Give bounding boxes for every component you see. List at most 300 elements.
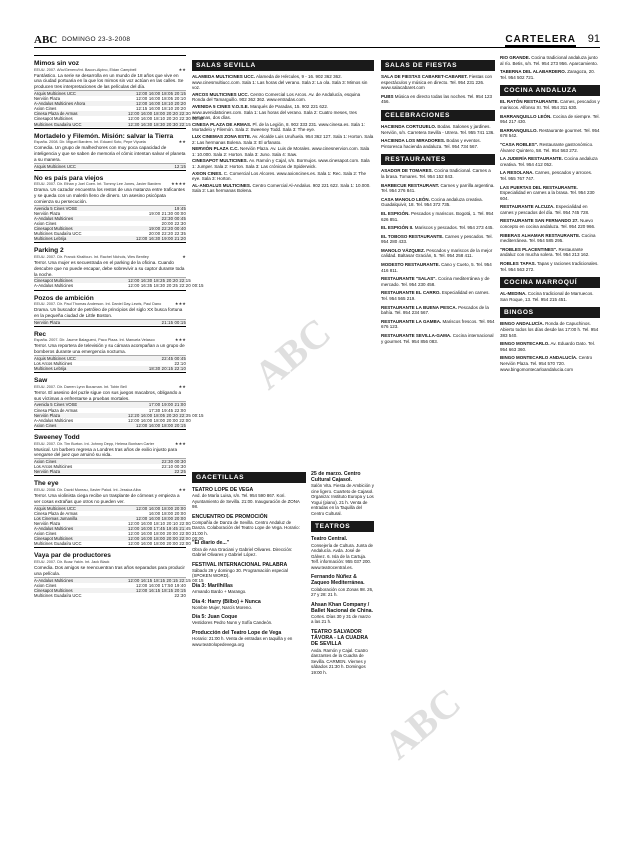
listing-entry (500, 55, 600, 66)
film-listing (34, 55, 204, 127)
film-title: Vaya par de productores (34, 552, 111, 560)
showtimes: 12:00 16:30 18:25 20:20 22:15 (128, 278, 191, 284)
listing-name: AVENIDA 5 CINES V.O.S.E. (192, 103, 249, 109)
listing-entry (381, 319, 495, 330)
restaurantes-list (381, 168, 495, 344)
listing-entry (500, 204, 600, 215)
showtimes: 22:30 (174, 592, 186, 598)
gacetillas-column (192, 467, 306, 831)
showtimes: 12:00 16:00 18:05 20:10 (135, 96, 186, 102)
item-text: Compañía de Danza de Sevilla. Centro Andaluz de Danza. Colaboración del Teatro Lope de Vega. Horario: 21:00 h. (192, 519, 300, 536)
film-credits: España. 2007. Dir. Jaume Balagueró, Paco Plaza. Int. Manuela Velasco (34, 338, 155, 343)
listing-entry (500, 99, 600, 110)
listing-details: Alameda de Hércules, 9 - 16. 902 362 362. www.cinesmultiucc.com. Sala 1: Las horas del verano. Sala 2: La ola. Sala 3: Mimos sin voz. (192, 74, 368, 91)
showtimes: 12:00 16:00 18:00 20:15 (135, 422, 186, 428)
listing-entry (192, 158, 374, 169)
showtimes: 12:00 16:00 18:00 20:20 22:30 (128, 111, 191, 117)
showtime-row (34, 236, 186, 241)
showtimes: 17:30 19:45 22:00 (148, 407, 186, 413)
showtimes: 12:00 16:00 17:45 19:45 21:45 (128, 525, 191, 531)
item-title: TEATRO SALVADOR TÁVORA - LA CUADRA DE SEVILLA (311, 628, 368, 648)
cinema-name: Cinesapot Multicines (34, 116, 73, 122)
listing-entry (192, 104, 374, 121)
section-heading-bingos: BINGOS (500, 307, 600, 318)
item-text: Armando Bardo + Marango. (192, 589, 247, 595)
watermark: ABC (375, 679, 470, 768)
listing-details: Centro Nervión Plaza. Tel. 954 570 720. www.bingomontecarloandalucia.com (500, 355, 593, 372)
item-text: Nombre Mujer, Narcís Moreno. (192, 604, 253, 610)
teatros-intro-title: 25 de marzo. Centro Cultural Cajasol. (311, 471, 361, 484)
film-title: Sweeney Todd (34, 433, 80, 441)
film-listing (34, 170, 186, 242)
cinema-name: Los Arcos Multicines (34, 464, 73, 470)
cinema-name: Avenida 5 Cines VOSE (34, 205, 78, 211)
restaurants-column (500, 55, 600, 831)
showtimes: 22:45 00:45 (161, 356, 186, 361)
listing-name: EL RATÓN RESTAURANTE. (500, 99, 559, 105)
listing-name: LAS PUERTAS DEL RESTAURANTE. (500, 184, 578, 190)
listing-name: "ROBLES PLACENTINES". (500, 246, 558, 252)
listing-details: Cocina tradicional. Carnes a la brasa. Tomares. Tel. 954 152 843. (381, 168, 491, 179)
listing-entry (381, 225, 495, 231)
listing-details: Cocina de siempre. Tel. 954 217 430. (500, 113, 600, 125)
listing-details: Tapas y raciones tradicionales. Tel. 954 563 272. (500, 261, 599, 272)
listing-entry (381, 248, 495, 259)
film-title: Rec (34, 330, 47, 338)
film-credits: EEUU. 2007. Dir. Boaz Yakin. Int. Jack Black (34, 559, 110, 564)
item-title: Producción del Teatro Lope de Vega (192, 629, 282, 636)
showtimes: 12:20 16:00 18:05 20:20 22:35 00:15 (128, 412, 204, 418)
showtimes: 12:00 16:00 18:00 20:00 (135, 515, 186, 521)
listing-name: RESTAURANTE "SALAS". (381, 276, 437, 282)
film-rating: ★★ (178, 140, 186, 145)
cinemas-list (192, 74, 374, 194)
section-heading-restaurantes: RESTAURANTES (381, 154, 495, 165)
section-heading-salas-fiestas: SALAS DE FIESTAS (381, 60, 495, 71)
item-title: TEATRO LOPE DE VEGA (192, 487, 254, 493)
listing-name: AXION CINES. (192, 170, 223, 176)
listing-entry (192, 146, 374, 157)
listing-details: Especialidad en carnes. Tel. 954 565 219. (381, 290, 490, 302)
showtimes: 12:00 16:00 18:10 20:10 22:00 (128, 520, 191, 526)
listing-name: MANOLO VÁZQUEZ. (381, 247, 425, 253)
showtimes: 12:00 16:00 18:10 20:20 (135, 101, 186, 107)
listing-entry (500, 233, 600, 244)
listing-details: Especialidad en carnes y pescados del día. Tel. 954 745 728. (500, 204, 590, 215)
item-title: Ahsan Khan Company / Ballet Nacional de China. (311, 601, 373, 614)
item-title: Fernando Núñez & Zaqueo Mediterránea. (311, 574, 365, 587)
cinema-name: Cinesapot Multicines (34, 536, 73, 542)
cinema-name: Axion Cines (34, 106, 57, 112)
section-heading-salas: SALAS SEVILLA (192, 60, 374, 71)
listing-entry (500, 156, 600, 167)
page-number: 91 (587, 33, 600, 45)
cinema-name: Cinesapot Multicines (34, 587, 73, 593)
section-heading-teatros: TEATROS (311, 521, 374, 532)
cinema-name: Nervión Plaza (34, 96, 61, 102)
listing-details: Restaurante andaluz con mucha solera. Tel. 954 213 162. (500, 246, 590, 258)
item-text: Avd. de María Luisa, s/n. Tel. 954 590 867. Kori. Ayuntamiento de Sevilla. 21:00. Inauguración de ZONA 98. (192, 493, 300, 510)
showtimes-table (34, 205, 186, 242)
item-title: Día 5: Juan Coque (192, 614, 238, 621)
listing-entry (381, 197, 495, 208)
listing-name: ASADOR DE TOMARES. (381, 168, 433, 174)
showtimes: 12:15 16:00 18:10 20:20 (135, 106, 186, 112)
listing-details: Cano y Cueto, 5. Tel. 954 416 811. (381, 262, 492, 273)
showtimes: 12:00 16:30 19:00 21:20 (135, 236, 186, 242)
film-listing (34, 290, 186, 325)
listing-entry (500, 218, 600, 229)
item-text: Avda. Ramón y Cajal. Cuatro danzantes de la Cuadra de Sevilla. CARMEN. Viernes y sábados 21:30 h. Domingos 19:00 h. (311, 647, 368, 675)
cinema-name: Multicines Lebrija (34, 366, 67, 372)
listing-entry (500, 291, 600, 302)
item-text: Obra de Ana Graciani y Gabriel Olivares. Dirección: Gabriel Olivares y Gabriel López. (192, 546, 293, 558)
restaurant-list-top (500, 55, 600, 80)
listing-entry (381, 305, 495, 316)
showtimes: 19:00 21:30 00:00 (148, 210, 186, 216)
film-credits: EEUU. 2007. Dir. Paul Thomas Anderson. Int. Daniel Day-Lewis, Paul Dano (34, 302, 162, 307)
listing-entry (192, 183, 374, 194)
cocina-marroqui-list (500, 291, 600, 302)
film-listing (34, 326, 186, 371)
listing-entry (192, 122, 374, 133)
showtimes: 22:25 (174, 469, 186, 475)
film-rating: ★★★ (174, 302, 186, 307)
listing-name: SALA DE FIESTAS CABARET-CABARET. (381, 74, 468, 79)
cinema-name: Nervión Plaza (34, 210, 61, 216)
film-synopsis: Comedia. Dos amigos se reencuentran tras años separados para producir una película. (34, 564, 185, 576)
cinema-name: Arquis Multicines UCC (34, 163, 76, 169)
listing-name: RESTAURANTE SEVILLA-GAMA. (381, 333, 452, 338)
listing-name: AL-ANDALUS MULTICINES. (192, 182, 252, 188)
cinema-name: Los Arcos Multicines (34, 361, 73, 367)
showtimes: 12:00 16:35 18:30 20:25 22:20 00:15 (128, 283, 204, 289)
teatros-intro-text: Salón Vita. Fiesta de Ambición y cine ligero. Cuarteto de Cajasol. Organiza: Instituto Europa y Los Yogui (piano). 21 h. Venta de entradas en la Taquilla del Centro Cultural. (311, 483, 374, 516)
showtimes: 12:00 16:00 18:00 20:00 22:00 (128, 541, 191, 547)
teatros-column (311, 467, 374, 831)
showtimes-table (34, 401, 204, 428)
film-title: Parking 2 (34, 247, 64, 255)
listing-name: RESTAURANTE SAN FERNANDO 27. (500, 218, 579, 224)
film-synopsis: Drama. Un cazador encuentra los restos de una matanza entre traficantes y se queda con un maletín lleno de dinero. Un asesino psicópata comienza su persecución. (34, 187, 185, 204)
page-header (34, 34, 600, 48)
listing-details: Marqués de Paradas, 15. 902 221 622. www.avenida5cines.com. Sala 1: Las horas del verano. Sala 2: Cuatro meses, tres semanas, dos días. (192, 103, 357, 121)
showtimes: 22:30 00:30 (161, 459, 186, 465)
film-listing (34, 242, 204, 289)
listing-details: Pescados y mariscos de la mejor calidad. Baltasar Gracián, 5. Tel. 954 258 411. (381, 247, 493, 259)
cinema-name: Axion Cines (34, 582, 57, 588)
film-rating: ★★★★ (171, 182, 186, 187)
listing-details: Carnes y pescados. Tel. 954 280 433. (381, 233, 493, 245)
listing-name: RESTAURANTE LA GAMBA. (381, 318, 442, 324)
listing-name: BINGO ANDALUCÍA. (500, 321, 544, 327)
showtimes: 22:10 00:30 (161, 464, 186, 470)
listing-name: EL TOBOSO RESTAURANTE. (381, 233, 444, 239)
film-synopsis: Terror. Una mujer es secuestrada en el parking de la oficina. Cuando descubre que no puede escapar, debe sobrevivir a su captor durante toda la noche. (34, 259, 185, 277)
film-synopsis: Comedia. Un grupo de malhechores con muy poca capacidad de inteligencia y que se saben de memoria el cómic intentan salvar el planeta a su manera. (34, 145, 186, 162)
listing-entry (192, 171, 374, 182)
listing-entry (381, 262, 495, 273)
listing-entry (381, 94, 495, 105)
film-title: Saw (34, 377, 48, 385)
showtimes-table (34, 163, 186, 169)
salas-fiestas-list (381, 74, 495, 105)
listing-details: Música en directo todas las noches. Tel. 954 123 456. (381, 93, 493, 105)
listing-entry (381, 290, 495, 301)
listing-details: Pl. de la Legión, 8. 902 333 231. www.cinesa.es. Sala 1: Mortadelo y Filemón. Sala 2: Sweeney Todd. Sala 3: The eye. (192, 121, 365, 133)
showtimes: 18:30 20:15 22:10 (148, 366, 186, 372)
showtime-row (34, 283, 204, 289)
listing-entry (381, 234, 495, 245)
listing-details: Cocina internacional y gourmet. Tel. 954 856 083. (381, 333, 494, 344)
listing-entry (500, 128, 600, 139)
listing-details: Av. Eduardo Dato. Tel. 954 663 360. (500, 341, 596, 352)
showtimes: 12:00 16:00 18:00 20:00 22:00 (128, 531, 191, 537)
cinema-name: Arquis Multicines UCC (34, 90, 76, 96)
listing-entry (381, 183, 495, 194)
film-listing (34, 547, 204, 598)
cinema-name: A-Andalus Multicines (34, 215, 74, 221)
listing-name: BARBECUE RESTAURANT. (381, 182, 440, 188)
listing-entry (500, 321, 600, 338)
listing-entry (381, 74, 495, 91)
film-rating: ★★★ (174, 441, 186, 446)
listing-name: HACIENDA LOS MIRADORES. (381, 138, 446, 144)
item-title: Día 4: Harry (Bilbo) + Nunca (192, 598, 261, 605)
cinema-name: Los Cinemas Jumanilla (34, 515, 78, 521)
film-listing (34, 128, 186, 169)
film-synopsis: Drama. Un buscador de petróleo de principios del siglo XX busca fortuna en la pequeña ciudad de Little Boston. (34, 307, 183, 318)
listing-details: Bodas. Salones y jardines. Nervión, s/n. Carretera Sevilla - Utrera. Tel. 955 741 136. (381, 123, 495, 135)
listing-details: Mariscos frescos. Tel. 954 676 123. (381, 318, 495, 330)
listing-name: CINESA PLAZA DE ARMAS. (192, 121, 252, 127)
listing-details: Av. Alcalde Luis Uruñuela. 954 362 127. Sala 1: Horton. Sala 2: Las hermanas Bolena. Sala 3: El orfanato. (192, 133, 374, 145)
listing-details: Ronda de Capuchinos. Abierto todos los días desde las 17:00 h. Tel. 954 383 540. (500, 321, 599, 338)
listing-name: ALAMEDA MULTICINES UCC. (192, 74, 255, 79)
listing-name: BARRANQUILLO. (500, 127, 538, 133)
listing-details: Restaurante gourmet. Tel. 954 678 542. (500, 127, 600, 139)
listing-details: Mariscos y pescados. Tel. 954 273 445. (414, 225, 494, 231)
listing-name: ARCOS MULTICINES UCC. (192, 91, 249, 97)
listing-name: MODESTO RESTAURANTE. (381, 262, 440, 268)
cinema-name: Cinesapot Multicines (34, 226, 73, 232)
showtime-row (34, 121, 191, 127)
showtimes: 22:30 00:45 (161, 215, 186, 221)
listing-name: TABERNA DEL ALABARDERO. (500, 69, 566, 75)
listing-name: LA RESOLANA. (500, 170, 534, 176)
listing-details: Cocina tradicional andaluza junto al río. Betis, s/n. Tel. 954 273 956. Aparcamiento. (500, 55, 598, 66)
listing-details: Cocina mediterránea y de mercado. Tel. 954 230 458. (381, 276, 490, 287)
listing-name: LA JUDERÍA RESTAURANTE. (500, 156, 563, 162)
cinema-name: Nervión Plaza (34, 319, 61, 325)
cinema-name: A-Andalus Multicines Ahora (34, 101, 86, 107)
showtimes: 12:30 16:30 18:30 20:30 22:15 (128, 121, 191, 127)
newspaper-logo: ABC (34, 34, 58, 46)
showtimes: 12:00 16:00 17:50 19:40 (135, 582, 186, 588)
showtimes-table (34, 319, 186, 325)
item-text: Colaboración con Zonas 98. 26, 27 y 28: 21 h. (311, 586, 374, 598)
cinema-name: Axion Cines (34, 422, 57, 428)
cinema-name: Axion Cines (34, 531, 57, 537)
listing-details: Pescados y mariscos. Bogotá, 1. Tel. 954 626 851. (381, 210, 494, 222)
listing-entry (500, 247, 600, 258)
film-credits: EEUU. 2007. Año/Genero/Int. Bacon-Alpino, Eldan Campbell (34, 67, 137, 72)
showtimes: 12:15 (174, 163, 186, 169)
showtimes: 12:00 16:15 18:15 20:15 (135, 587, 186, 593)
cinema-name: Multicines Guadaíra UCC (34, 592, 82, 598)
gacetillas-list (192, 487, 306, 647)
showtimes: 19:45 (174, 205, 186, 211)
item-title: Teatro Central. (311, 536, 348, 543)
cinema-name: A-Andalus Multicines (34, 525, 74, 531)
section-heading-celebraciones: CELEBRACIONES (381, 110, 495, 121)
showtimes: 12:00 16:00 18:05 20:15 (135, 90, 186, 96)
item-text: Cortes. Días 30 y 31 de marzo a las 21 h. (311, 613, 371, 625)
listing-name: CASA MANOLO LEÓN. (381, 196, 430, 202)
film-rating: ★★★ (174, 338, 186, 343)
film-title: Mimos sin voz (34, 60, 80, 67)
listing-name: ROBLES TAPAS. (500, 261, 536, 267)
film-credits: EEUU. 2007. Dir. Franck Khalfoun. Int. Rachel Nichols, Wes Bentley (34, 254, 149, 259)
listing-name: RESTAURANTE ALCUZA. (500, 204, 555, 210)
listing-entry (500, 261, 600, 272)
listing-details: Especialidad en carnes a la brasa. Tel. 954 230 604. (500, 190, 595, 201)
cinema-name: Axion Cines (34, 220, 57, 226)
listing-name: EL ESPIGÓN II. (381, 225, 414, 231)
item-title: "El diario de..." (192, 540, 230, 547)
listing-details: Zaragoza, 20. Tel. 954 502 721. (500, 69, 596, 80)
listing-entry (500, 185, 600, 202)
section-heading-cocina-andaluza: COCINA ANDALUZA (500, 85, 600, 96)
listing-name: RESTAURANTE EL CARRO. (381, 290, 441, 296)
film-listing (34, 429, 186, 474)
listing-entry (381, 211, 495, 222)
cinema-name: A-Andalus Multicines (34, 283, 74, 289)
listing-details: Nervión Plaza. Av. Luis de Morales. www.cinesnervion.com. Sala 1: 10.000. Sala 2: Horton. Sala 3: Juno. Sala 4: Saw. (192, 146, 370, 157)
showtimes: 19:00 22:20 00:40 (148, 226, 186, 232)
film-rating: ★ (182, 254, 186, 259)
film-credits: EEUU. 2007. Dir. Ethan y Joel Coen. Int. Tommy Lee Jones, Javier Bardem (34, 182, 161, 187)
film-synopsis: Terror. Una reportera de televisión y su cámara acompañan a un grupo de bomberos durante una emergencia nocturna. (34, 343, 185, 355)
cinema-name: A-Andalus Multicines (34, 417, 74, 423)
film-title: The eye (34, 480, 59, 488)
showtimes: 12:00 16:00 18:10 20:20 22:30 00:40 (128, 116, 204, 122)
listing-details: Fiestas con espectáculos y música en directo. Tel. 954 231 226. www.salacabaret.com (381, 74, 493, 91)
section-title: CARTELERA (505, 34, 576, 45)
cinema-name: Axion Cines (34, 459, 57, 465)
film-credits: EEUU. 2008. Dir. David Moreau, Xavier Palud. Int. Jessica Alba (34, 488, 141, 492)
film-rating: ★★ (178, 384, 186, 389)
item-text: Sábado 29 y domingo 30. Programación especial (SPOKEN WORD). (192, 567, 288, 579)
showtimes: 20:00 22:20 22:35 (148, 231, 186, 237)
listing-name: RIO GRANDE. (500, 55, 531, 60)
issue-date: DOMINGO 23-3-2008 (62, 36, 131, 43)
showtimes-table (34, 277, 204, 289)
listing-entry (381, 168, 495, 179)
listing-entry (381, 333, 495, 344)
showtimes: 12:00 16:00 18:00 20:00 (135, 505, 186, 511)
film-synopsis: Terror. El asesino del puzle sigue con sus juegos macabros, obligando a sus víctimas a enfrentarse a pruebas mortales. (34, 389, 182, 401)
showtime-row (34, 164, 186, 169)
listing-details: Centro Comercial Al-Andalus. 902 221 622. Sala 1: 10.000. Sala 2: Las hermanas Bolena. (192, 182, 371, 194)
listing-details: Carnes, pescados y mariscos. Alfonso XI. Tel. 954 311 630. (500, 99, 600, 110)
film-credits: EEUU. 2007. Dir. Darren Lynn Bousman. Int. Tobin Bell (34, 384, 127, 389)
item-title: Día 3: Marilhillas (192, 582, 233, 589)
listing-details: Centro Comercial Los Arcos. Av. de Andalucía, esquina Ronda del Tamarguillo. 902 362 362. www.entradas.com. (192, 91, 361, 103)
listing-name: PUBS (381, 93, 394, 99)
cinemas-column (192, 55, 374, 463)
showtimes: 12:00 16:00 18:00 20:00 22:00 00:00 (128, 536, 204, 542)
showtime-row (34, 320, 186, 325)
listing-entry (192, 134, 374, 145)
listing-entry (381, 276, 495, 287)
listing-entry (192, 92, 374, 103)
item-title: FESTIVAL INTERNACIONAL PALABRA (192, 561, 288, 568)
cocina-andaluza-list (500, 99, 600, 272)
film-synopsis: Musical. Un barbero regresa a Londres tras años de exilio injusto para vengarse del juez que arruinó su vida. (34, 446, 177, 458)
celebraciones-list (381, 124, 495, 149)
item-title: ENCUENTRO DE PROMOCIÓN (192, 513, 268, 520)
film-title: Mortadelo y Filemón. Misión: salvar la Tierra (34, 132, 174, 140)
showtimes: 20:00 22:30 (161, 220, 186, 226)
item-text: Horario: 21:00 h. Venta de entradas en taquilla y en www.teatrolopedevega.org (192, 636, 293, 647)
showtimes: 12:00 16:15 18:15 20:15 22:15 00:15 (128, 577, 204, 583)
film-credits: España. 2008. Dir. Miguel Bardem. Int. Eduard Soto, Pepe Viyuela (34, 140, 146, 145)
listing-entry (500, 142, 600, 153)
showtime-row (34, 541, 191, 547)
showtime-row (34, 423, 186, 428)
film-listings-column (34, 55, 204, 831)
listing-details: Cocina andaluza creativa. Guadalquivir, 18. Tel. 954 372 735. (381, 196, 483, 208)
listing-entry (192, 74, 374, 91)
cinema-name: Arquis Multicines UCC (34, 505, 76, 511)
teatros-list (311, 536, 374, 675)
film-title: No es país para viejos (34, 174, 104, 182)
bingos-list (500, 321, 600, 372)
showtimes-table (34, 458, 186, 474)
cinema-name: Multicines Guadaíra UCC (34, 121, 82, 127)
listing-name: EL ESPIGÓN. (381, 210, 410, 216)
listing-details: C. Comercial Los Alcores. www.axioncines.es. Sala 1: Rec. Sala 2: The eye. Sala 3: Horton. (192, 170, 367, 182)
listing-entry (381, 138, 495, 149)
section-heading-gacetillas: GACETILLAS (192, 472, 306, 483)
listing-details: Restaurante gastronómico. Álvarez Quintero, 58. Tel. 954 563 272. (500, 141, 594, 153)
film-listing (34, 475, 204, 547)
listing-details: Carnes y parrilla argentina. Tel. 954 276 841. (381, 182, 495, 194)
section-heading-cocina-marroqui: COCINA MARROQUÍ (500, 277, 600, 288)
listing-details: Bodas y eventos. Pintoresca hacienda andaluza. Tel. 954 734 567. (381, 138, 481, 149)
film-rating: ★★ (178, 67, 186, 72)
cinema-name: Nervión Plaza (34, 469, 61, 475)
listing-details: Av. Ramón y Cajal, s/n. Bormujos. www.cinesapot.com. Sala 1: Jumper. Sala 2: Horton. Sala 3: Las crónicas de Spiderwick. (192, 158, 370, 169)
listing-name: AL-MEDINA. (500, 291, 527, 297)
cinema-name: Cinesa Plaza de Armas (34, 111, 78, 117)
listing-details: Pescados de la bahía. Tel. 954 234 567. (381, 304, 489, 316)
showtimes: 22:10 (174, 361, 186, 367)
listing-name: HACIENDA CORTIJUELO. (381, 123, 437, 129)
cinema-name: Cinesa Plaza de Armas (34, 510, 78, 516)
watermark: ABC (245, 309, 340, 398)
showtime-row (34, 366, 186, 371)
listing-name: BINGO MONTECARLO. (500, 341, 550, 347)
showtimes-table (34, 505, 204, 547)
listing-entry (500, 114, 600, 125)
showtime-row (34, 593, 186, 598)
cinema-name: Multicines Guadaíra UCC (34, 231, 82, 237)
showtimes: 12:00 16:00 18:00 20:00 22:00 (128, 417, 191, 423)
listing-entry (500, 355, 600, 372)
film-listing (34, 372, 204, 428)
